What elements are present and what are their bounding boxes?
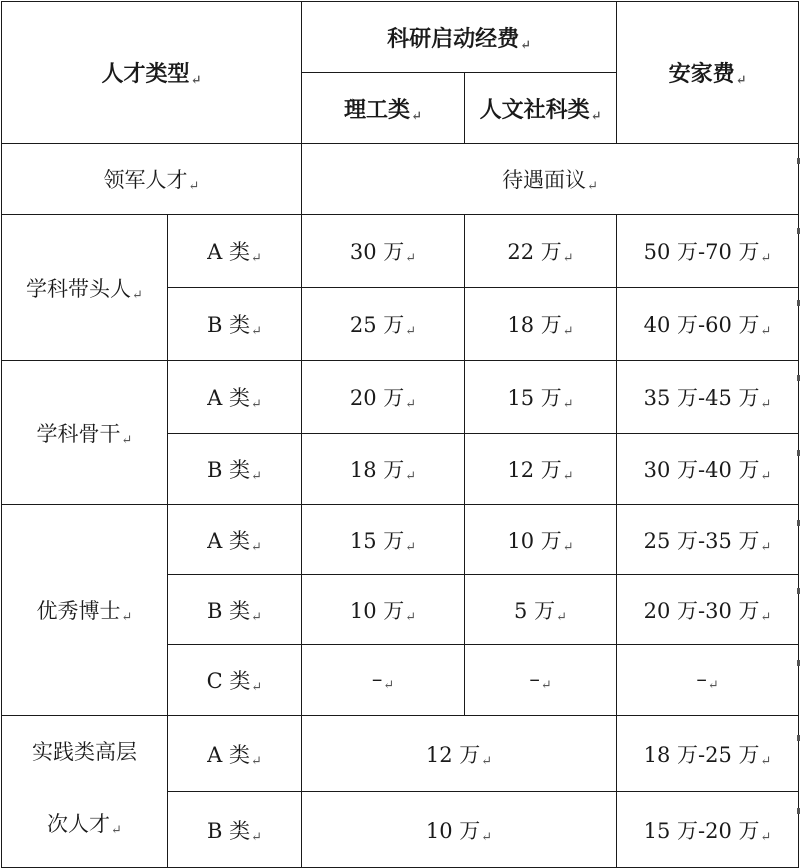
humanities-fund-cell: 15 万↵	[465, 361, 617, 434]
settle-fee-cell: 35 万-45 万↵	[617, 361, 799, 434]
grade-cell: A 类↵	[168, 361, 302, 434]
settle-fee-cell: 40 万-60 万↵	[617, 288, 799, 361]
leading-talent-value: 待遇面议↵	[302, 144, 799, 215]
grade-cell: A 类↵	[168, 716, 302, 792]
settle-fee-cell: 25 万-35 万↵	[617, 505, 799, 575]
science-fund-cell: 18 万↵	[302, 434, 465, 505]
settle-fee-cell: 15 万-20 万↵	[617, 792, 799, 868]
science-fund-cell: 30 万↵	[302, 215, 465, 288]
grade-cell: A 类↵	[168, 505, 302, 575]
humanities-fund-cell: –↵	[465, 645, 617, 716]
settle-fee-cell: 18 万-25 万↵	[617, 716, 799, 792]
humanities-fund-cell: 5 万↵	[465, 575, 617, 645]
settle-fee-cell: 30 万-40 万↵	[617, 434, 799, 505]
group-label: 学科骨干↵	[2, 361, 168, 505]
humanities-fund-cell: 18 万↵	[465, 288, 617, 361]
group-label: 优秀博士↵	[2, 505, 168, 716]
header-talent-type: 人才类型↵	[2, 2, 302, 144]
grade-cell: A 类↵	[168, 215, 302, 288]
paragraph-mark: ↵	[190, 73, 202, 88]
practice-talent-label: 实践类高层 次人才↵	[2, 716, 168, 868]
research-fund-merged-cell: 10 万↵	[302, 792, 617, 868]
group-label: 学科带头人↵	[2, 215, 168, 361]
leading-talent-label: 领军人才↵	[2, 144, 302, 215]
settle-fee-cell: –↵	[617, 645, 799, 716]
grade-cell: C 类↵	[168, 645, 302, 716]
humanities-fund-cell: 10 万↵	[465, 505, 617, 575]
grade-cell: B 类↵	[168, 434, 302, 505]
science-fund-cell: 15 万↵	[302, 505, 465, 575]
table-row	[2, 215, 799, 288]
header-settle-fee: 安家费↵	[617, 2, 799, 144]
science-fund-cell: –↵	[302, 645, 465, 716]
research-fund-merged-cell: 12 万↵	[302, 716, 617, 792]
table-row	[2, 505, 799, 575]
science-fund-cell: 20 万↵	[302, 361, 465, 434]
table-row	[2, 361, 799, 434]
table-row	[2, 716, 799, 792]
science-fund-cell: 25 万↵	[302, 288, 465, 361]
grade-cell: B 类↵	[168, 792, 302, 868]
header-research-fund: 科研启动经费↵	[302, 2, 617, 73]
humanities-fund-cell: 22 万↵	[465, 215, 617, 288]
settle-fee-cell: 50 万-70 万↵	[617, 215, 799, 288]
header-humanities: 人文社科类↵	[465, 73, 617, 144]
grade-cell: B 类↵	[168, 575, 302, 645]
settle-fee-cell: 20 万-30 万↵	[617, 575, 799, 645]
talent-benefits-table	[1, 1, 799, 868]
grade-cell: B 类↵	[168, 288, 302, 361]
humanities-fund-cell: 12 万↵	[465, 434, 617, 505]
science-fund-cell: 10 万↵	[302, 575, 465, 645]
header-science: 理工类↵	[302, 73, 465, 144]
